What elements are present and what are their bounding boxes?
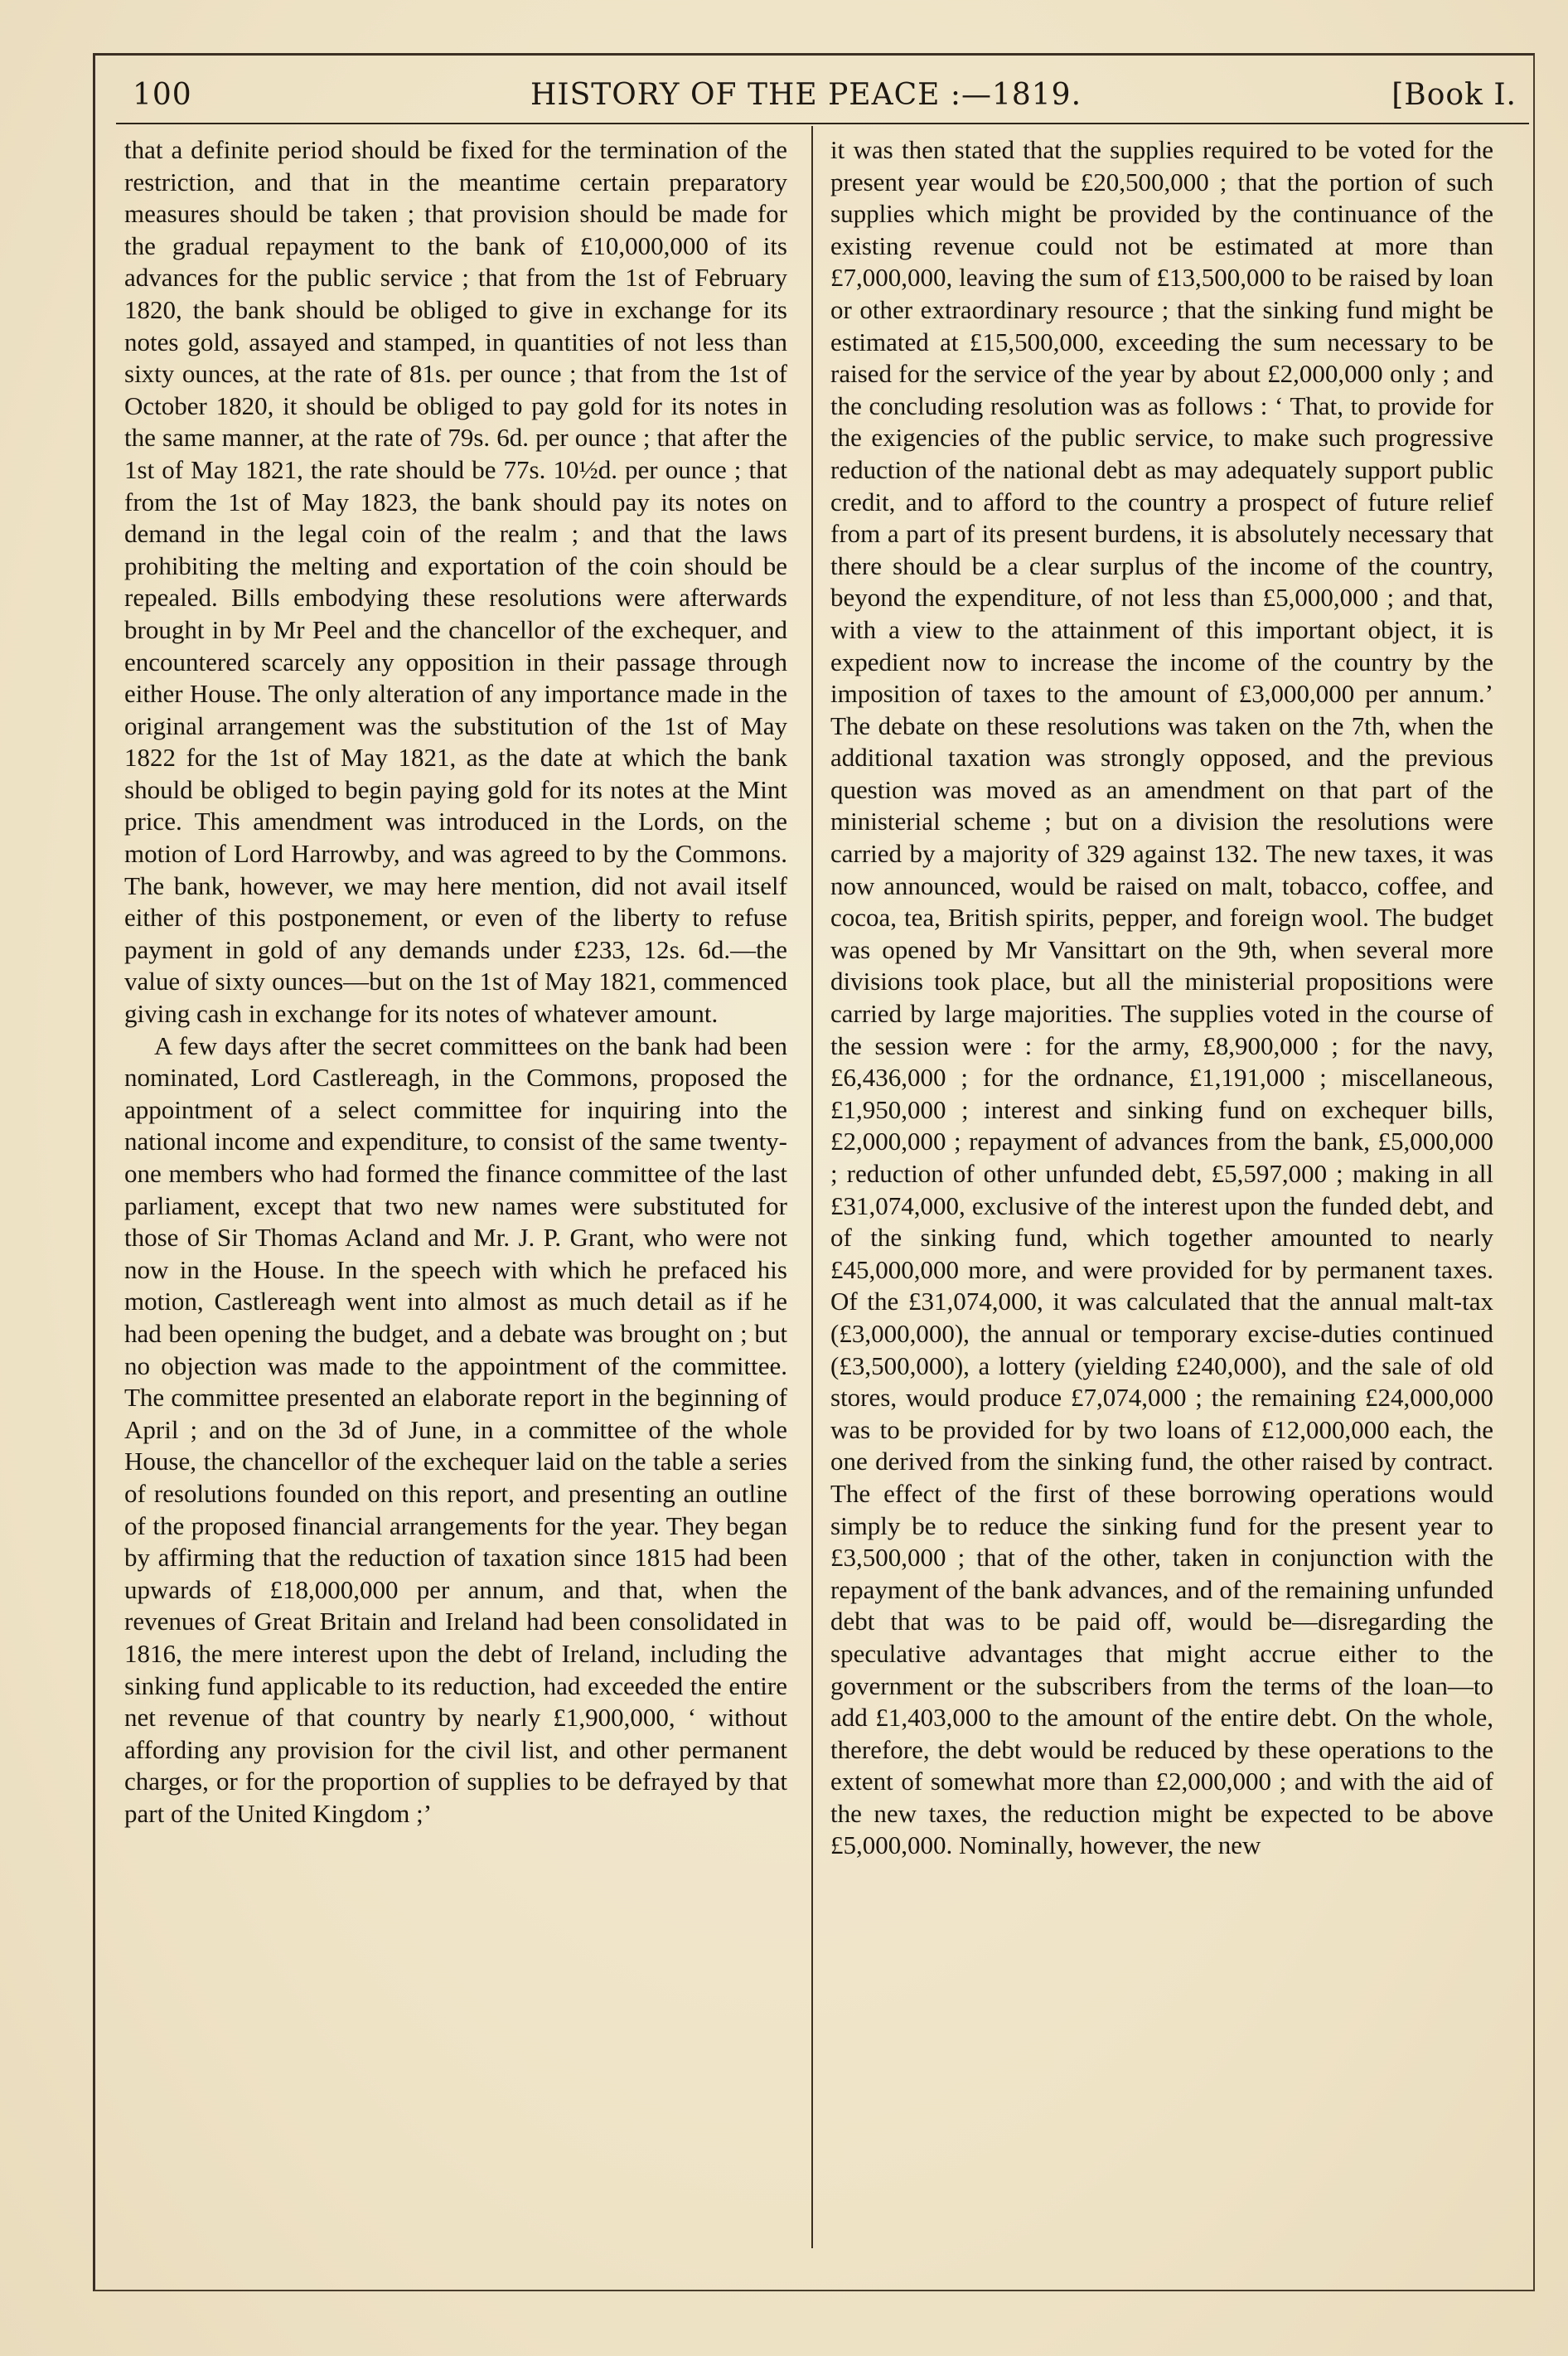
book-label: [Book I. — [1391, 78, 1517, 112]
right-column — [830, 134, 1493, 1862]
paragraph-bank-resolutions: that a definite period should be fixed for the termination of the restriction, and that in the meantime certain preparatory measures should be taken ; that provision should be made for the gradual repayment to the bank of £10,000,000 of its advances for the public service ; that from the 1st of February 1820, the bank should be obliged to give in exchange for its notes gold, assayed and stamped, in quantities of not less than sixty ounces, at the rate of 81s. per ounce ; that from the 1st of October 1820, it should be obliged to pay gold for its notes in the same manner, at the rate of 79s. 6d. per ounce ; that after the 1st of May 1821, the rate should be 77s. 10½d. per ounce ; that from the 1st of May 1823, the bank should pay its notes on demand in the legal coin of the realm ; and that the laws prohibiting the melting and exportation of the coin should be repealed. Bills embodying these resolutions were afterwards brought in by Mr Peel and the chancellor of the exchequer, and encountered scarcely any opposition in their passage through either House. The only alteration of any importance made in the original arrangement was the substitution of the 1st of May 1822 for the 1st of May 1821, as the date at which the bank should be obliged to begin paying gold for its notes at the Mint price. This amendment was introduced in the Lords, on the motion of Lord Harrowby, and was agreed to by the Commons. The bank, however, we may here mention, did not avail itself either of this postponement, or even of the liberty to refuse payment in gold of any demands under £233, 12s. 6d.—the value of sixty ounces—but on the 1st of May 1821, commenced giving cash in exchange for its notes of whatever amount. — [124, 135, 787, 1029]
column-divider — [811, 126, 813, 2248]
left-column — [124, 134, 787, 1830]
running-header — [133, 71, 1517, 121]
running-title: HISTORY OF THE PEACE :—1819. — [530, 78, 1082, 112]
paragraph-supplies-budget: it was then stated that the supplies required to be voted for the present year would be £20,500,000 ; that the portion of such supplies which might be provided by the continuance of the existing revenue could not be estimated at more than £7,000,000, leaving the sum of £13,500,000 to be raised by loan or other extraordinary resource ; that the sinking fund might be estimated at £15,500,000, exceeding the sum necessary to be raised for the service of the year by about £2,000,000 only ; and the concluding resolution was as follows : ‘ That, to provide for the exigencies of the public service, to make such progressive reduction of the national debt as may adequately support public credit, and to afford to the country a prospect of future relief from a part of its present burdens, it is absolutely necessary that there should be a clear surplus of the income of the country, beyond the expenditure, of not less than £5,000,000 ; and that, with a view to the attainment of this important object, it is expedient now to increase the income of the country by the imposition of taxes to the amount of £3,000,000 per annum.’ The debate on these resolutions was taken on the 7th, when the additional taxation was strongly opposed, and the previous question was moved as an amendment on that part of the ministerial scheme ; but on a division the resolutions were carried by a majority of 329 against 132. The new taxes, it was now announced, would be raised on malt, tobacco, coffee, and cocoa, tea, British spirits, pepper, and foreign wool. The budget was opened by Mr Vansittart on the 9th, when several more divisions took place, but all the ministerial propositions were carried by large majorities. The supplies voted in the course of the session were : for the army, £8,900,000 ; for the navy, £6,436,000 ; for the ordnance, £1,191,000 ; miscellaneous, £1,950,000 ; interest and sinking fund on exchequer bills, £2,000,000 ; repayment of advances from the bank, £5,000,000 ; reduction of other unfunded debt, £5,597,000 ; making in all £31,074,000, exclusive of the interest upon the funded debt, and of the sinking fund, which together amounted to nearly £45,000,000 more, and were provided for by permanent taxes. Of the £31,074,000, it was calculated that the annual malt-tax (£3,000,000), the annual or temporary excise-duties continued (£3,500,000), a lottery (yielding £240,000), and the sale of old stores, would produce £7,074,000 ; the remaining £24,000,000 was to be provided for by two loans of £12,000,000 each, the one derived from the sinking fund, the other raised by contract. The effect of the first of these borrowing operations would simply be to reduce the sinking fund for the present year to £3,500,000 ; that of the other, taken in conjunction with the repayment of the bank advances, and of the remaining unfunded debt that was to be paid off, would be—disregarding the speculative advantages that might accrue either to the government or the subscribers from the terms of the loan—to add £1,403,000 to the amount of the entire debt. On the whole, therefore, the debt would be reduced by these operations to the extent of somewhat more than £2,000,000 ; and with the aid of the new taxes, the reduction might be expected to be above £5,000,000. Nominally, however, the new — [830, 135, 1493, 1860]
page-number: 100 — [133, 78, 192, 112]
header-rule — [116, 123, 1529, 124]
paragraph-finance-committee: A few days after the secret committees on the bank had been nominated, Lord Castlereagh, in the Commons, proposed the appointment of a select committee for inquiring into the national income and expenditure, to consist of the same twenty-one members who had formed the finance committee of the last parliament, except that two new names were substituted for those of Sir Thomas Acland and Mr. J. P. Grant, who were not now in the House. In the speech with which he prefaced his motion, Castlereagh went into almost as much detail as if he had been opening the budget, and a debate was brought on ; but no objection was made to the appointment of the committee. The committee presented an elaborate report in the beginning of April ; and on the 3d of June, in a committee of the whole House, the chancellor of the exchequer laid on the table a series of resolutions founded on this report, and presenting an outline of the proposed financial arrangements for the year. They began by affirming that the reduction of taxation since 1815 had been upwards of £18,000,000 per annum, and that, when the revenues of Great Britain and Ireland had been consolidated in 1816, the mere interest upon the debt of Ireland, including the sinking fund applicable to its reduction, had exceeded the entire net revenue of that country by nearly £1,900,000, ‘ without affording any provision for the civil list, and other permanent charges, or for the proportion of supplies to be defrayed by that part of the United Kingdom ;’ — [124, 1030, 787, 1828]
